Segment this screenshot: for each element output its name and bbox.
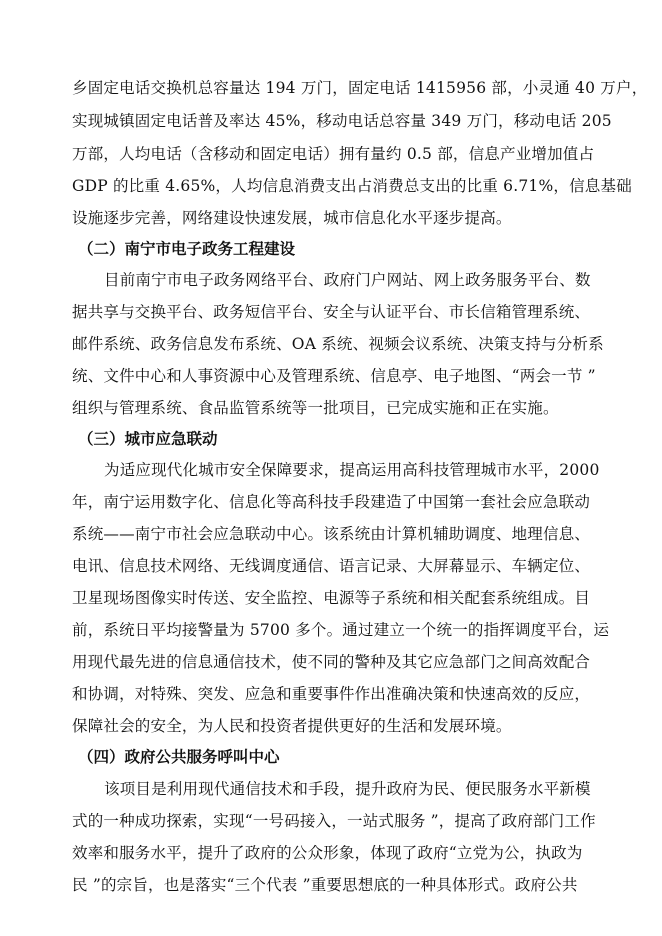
paragraph-line: 卫星现场图像实时传送、安全监控、电源等子系统和相关配套系统组成。目 bbox=[72, 589, 591, 607]
paragraph-line: 邮件系统、政务信息发布系统、OA 系统、视频会议系统、决策支持与分析系 bbox=[72, 335, 604, 353]
section-heading: （四）政府公共服务呼叫中心 bbox=[78, 747, 280, 766]
paragraph-line: 为适应现代化城市安全保障要求，提高运用高科技管理城市水平，2000 bbox=[104, 461, 600, 479]
paragraph-line: 乡固定电话交换机总容量达 194 万门，固定电话 1415956 部，小灵通 40 万户， bbox=[72, 79, 648, 97]
paragraph-line: 电讯、信息技术网络、无线调度通信、语言记录、大屏幕显示、车辆定位、 bbox=[72, 557, 591, 575]
paragraph-line: 和协调，对特殊、突发、应急和重要事件作出准确决策和快速高效的反应， bbox=[72, 685, 591, 703]
paragraph-line: 万部，人均电话（含移动和固定电话）拥有量约 0.5 部，信息产业增加值占 bbox=[72, 145, 595, 163]
paragraph-line: 效率和服务水平，提升了政府的公众形象，体现了政府“立党为公，执政为 bbox=[72, 844, 583, 862]
paragraph-line: 民 ”的宗旨，也是落实“三个代表 ”重要思想底的一种具体形式。政府公共 bbox=[72, 876, 578, 894]
paragraph-line: 前，系统日平均接警量为 5700 多个。通过建立一个统一的指挥调度平台，运 bbox=[72, 621, 610, 639]
paragraph-line: 目前南宁市电子政务网络平台、政府门户网站、网上政务服务平台、数 bbox=[104, 271, 591, 289]
paragraph-line: 统、文件中心和人事资源中心及管理系统、信息亭、电子地图、“两会一节 ” bbox=[72, 367, 596, 385]
section-heading: （二）南宁市电子政务工程建设 bbox=[78, 239, 296, 258]
paragraph-line: 实现城镇固定电话普及率达 45%，移动电话总容量 349 万门，移动电话 205 bbox=[72, 112, 612, 130]
section-heading: （三）城市应急联动 bbox=[78, 429, 218, 448]
paragraph-line: 组织与管理系统、食品监管系统等一批项目，已完成实施和正在实施。 bbox=[72, 399, 559, 417]
paragraph-line: 年，南宁运用数字化、信息化等高科技手段建造了中国第一套社会应急联动 bbox=[72, 493, 591, 511]
paragraph-line: 系统——南宁市社会应急联动中心。该系统由计算机辅助调度、地理信息、 bbox=[72, 525, 591, 543]
paragraph-line: 用现代最先进的信息通信技术，使不同的警种及其它应急部门之间高效配合 bbox=[72, 653, 591, 671]
paragraph-line: GDP 的比重 4.65%，人均信息消费支出占消费总支出的比重 6.71%，信息基础 bbox=[72, 177, 632, 195]
paragraph-line: 据共享与交换平台、政务短信平台、安全与认证平台、市长信箱管理系统、 bbox=[72, 303, 591, 321]
paragraph-line: 保障社会的安全，为人民和投资者提供更好的生活和发展环境。 bbox=[72, 717, 512, 735]
paragraph-line: 设施逐步完善，网络建设快速发展，城市信息化水平逐步提高。 bbox=[72, 209, 512, 227]
paragraph-line: 该项目是利用现代通信技术和手段，提升政府为民、便民服务水平新模 bbox=[104, 780, 591, 798]
paragraph-line: 式的一种成功探索，实现“一号码接入，一站式服务 ”，提高了政府部门工作 bbox=[72, 812, 596, 830]
